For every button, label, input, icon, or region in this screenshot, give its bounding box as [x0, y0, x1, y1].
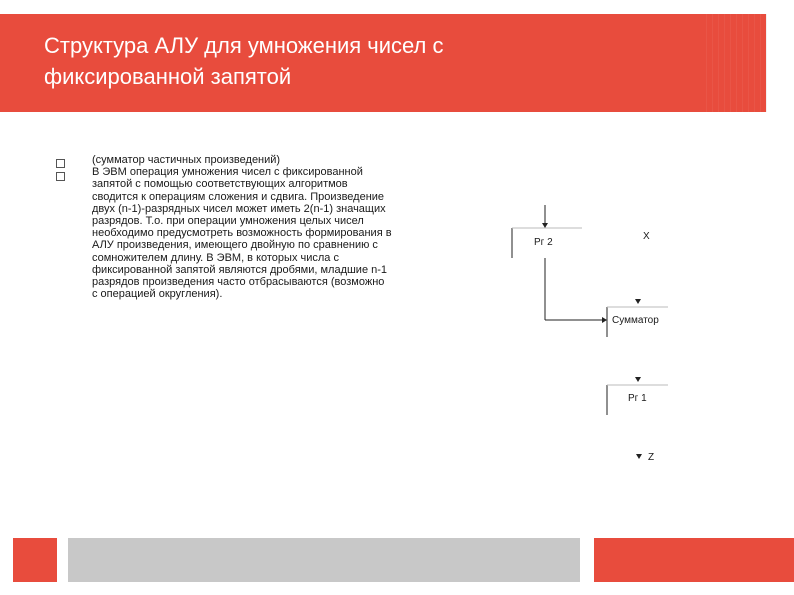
body-text: (сумматор частичных произведений) В ЭВМ операция умножения чисел с фиксированной запятой с помощью соответствующих алгоритмов сводится к операциям сложения и сдвига. Произведение двух (n-1)-разрядных чисел может иметь 2(n-1) значащих разрядов. Т.о. при операции умножения целых чисел необходимо предусмотреть возможность формирования в АЛУ произведения, имеющего двойную по сравнению с сомножителем длину. В ЭВМ, в которых числа с фиксированной запятой являются дробями, младшие n-1 разрядов произведения часто отбрасываются (возможно с операцией округления). [92, 154, 392, 301]
rg1-label: Рг 1 [628, 393, 647, 404]
adder-side-arrow [602, 317, 607, 323]
rg2-input-arrow [542, 223, 548, 228]
x-label: X [643, 231, 650, 242]
footer-bar [68, 538, 580, 582]
z-output-arrow [636, 454, 642, 459]
rg1-top-arrow [635, 377, 641, 382]
footer-accent-right [594, 538, 794, 582]
z-label: Z [648, 452, 655, 463]
adder-label: Сумматор [612, 315, 659, 326]
adder-top-arrow [635, 299, 641, 304]
footer-accent-left [13, 538, 57, 582]
slide-title: Структура АЛУ для умножения чисел с фиксированной запятой [44, 33, 444, 89]
rg2-label: Рг 2 [534, 237, 553, 248]
